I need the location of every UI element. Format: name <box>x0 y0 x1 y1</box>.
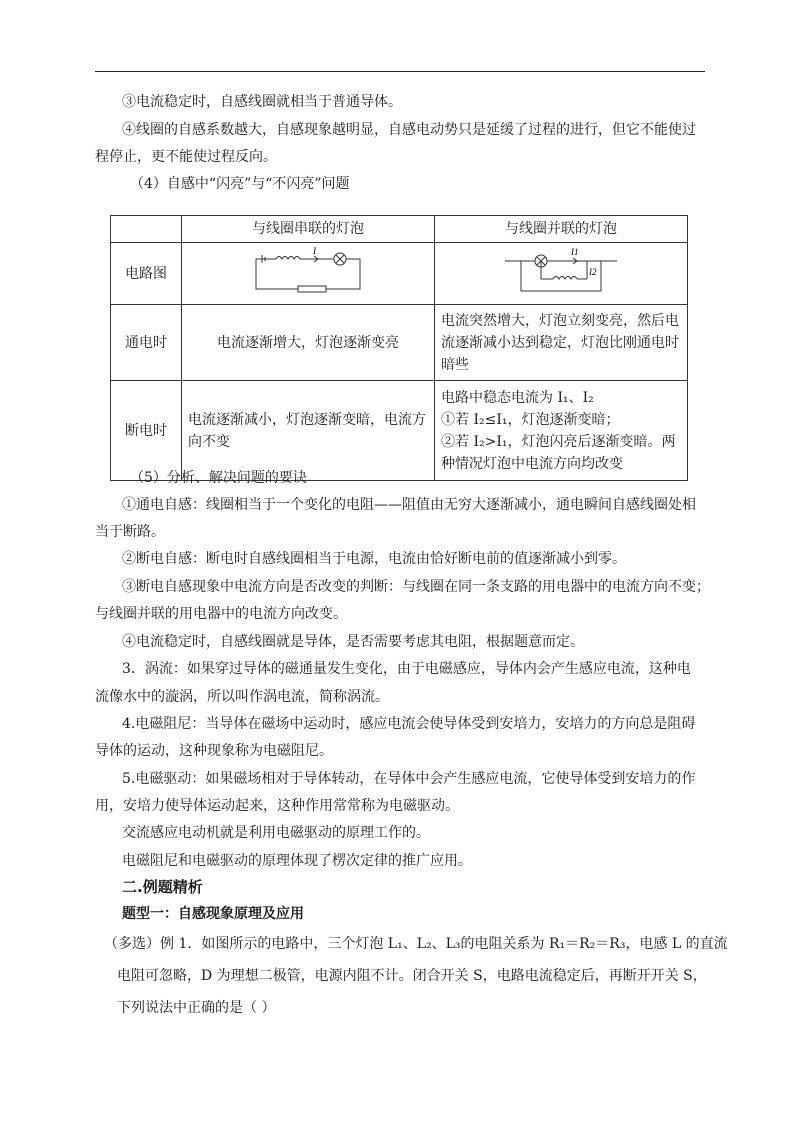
subsection-heading: （5）分析、解决问题的要诀 <box>130 470 307 486</box>
power-on-series-text: 电流逐渐增大，灯泡逐渐变亮 <box>182 305 435 381</box>
example-line: （多选）例 1．如图所示的电路中，三个灯泡 L₁、L₂、L₃的电阻关系为 R₁＝R₂＝R₃，电感 L 的直流 <box>104 936 728 952</box>
text-line: 3．涡流：如果穿过导体的磁通量发生变化，由于电磁感应，导体内会产生感应电流，这种电 <box>122 661 691 677</box>
inductor-coil-icon <box>276 257 300 260</box>
current-label-2: I2 <box>589 267 597 277</box>
text-line: 流像水中的漩涡，所以叫作涡电流，简称涡流。 <box>95 689 389 705</box>
text-line: ①通电自感：线圈相当于一个变化的电阻——阻值由无穷大逐渐减小，通电瞬间自感线圈处相 <box>122 497 696 513</box>
text-line: ③断电自感现象中电流方向是否改变的判断：与线圈在同一条支路的用电器中的电流方向不变； <box>122 579 710 595</box>
header-rule <box>95 71 705 72</box>
text-line: 当于断路。 <box>95 524 165 540</box>
text-line: 4.电磁阻尼：当导体在磁场中运动时，感应电流会使导体受到安培力，安培力的方向总是阻碍 <box>122 716 696 732</box>
power-off-line-3: ②若 I₂>I₁，灯泡闪亮后逐渐变暗。两种情况灯泡中电流方向均改变 <box>441 433 676 472</box>
text-line: 用，安培力使导体运动起来，这种作用常常称为电磁驱动。 <box>95 798 459 814</box>
row-label-power-off: 断电时 <box>111 381 182 481</box>
current-label: I <box>313 246 316 256</box>
example-line: 电阻可忽略，D 为理想二极管，电源内阻不计。闭合开关 S，电路电流稳定后，再断开开关 S， <box>117 968 707 984</box>
power-off-series-text: 电流逐渐减小，灯泡逐渐变暗，电流方向不变 <box>182 381 435 481</box>
series-circuit-diagram <box>182 243 435 305</box>
example-line: 下列说法中正确的是（ ） <box>117 1000 276 1016</box>
parallel-circuit-diagram <box>435 243 688 305</box>
part-title: 二.例题精析 <box>122 878 203 896</box>
text-line: ②断电自感：断电时自感线圈相当于电源，电流由恰好断电前的值逐渐减小到零。 <box>122 551 626 567</box>
power-on-parallel-text: 电流突然增大，灯泡立刻变亮，然后电流逐渐减小达到稳定，灯泡比刚通电时暗些 <box>435 305 688 381</box>
table-corner-cell <box>111 216 182 243</box>
resistor-icon <box>298 286 326 292</box>
row-label-power-on: 通电时 <box>111 305 182 381</box>
text-line: 交流感应电动机就是利用电磁驱动的原理工作的。 <box>122 825 430 841</box>
text-line: 导体的运动，这种现象称为电磁阻尼。 <box>95 743 333 759</box>
current-label-1: I1 <box>571 247 579 257</box>
comparison-table <box>110 215 688 481</box>
question-type-title: 题型一：自感现象原理及应用 <box>122 906 304 922</box>
text-line: ③电流稳定时，自感线圈就相当于普通导体。 <box>122 94 402 110</box>
text-line: ④电流稳定时，自感线圈就是导体，是否需要考虑其电阻，根据题意而定。 <box>122 634 584 650</box>
parallel-circuit-svg <box>501 245 621 295</box>
text-line: 与线圈并联的用电器中的电流方向改变。 <box>95 606 347 622</box>
text-line: ④线圈的自感系数越大，自感现象越明显，自感电动势只是延缓了过程的进行，但它不能使过 <box>122 122 696 138</box>
row-label-circuit: 电路图 <box>111 243 182 305</box>
text-line: 电磁阻尼和电磁驱动的原理体现了楞次定律的推广应用。 <box>122 853 472 869</box>
table-header-parallel: 与线圈并联的灯泡 <box>435 216 688 243</box>
table-header-series: 与线圈串联的灯泡 <box>182 216 435 243</box>
text-line: 5.电磁驱动：如果磁场相对于导体转动，在导体中会产生感应电流，它使导体受到安培力的作 <box>122 771 696 787</box>
series-circuit-svg <box>248 245 368 295</box>
text-line: 程停止，更不能使过程反向。 <box>95 149 277 165</box>
power-off-line-1: 电路中稳态电流为 I₁、I₂ <box>441 389 594 406</box>
subsection-heading: （4）自感中“闪亮”与“不闪亮”问题 <box>130 176 350 192</box>
power-off-line-2: ①若 I₂≤I₁，灯泡逐渐变暗； <box>441 411 620 428</box>
inductor-coil-icon <box>553 277 577 280</box>
